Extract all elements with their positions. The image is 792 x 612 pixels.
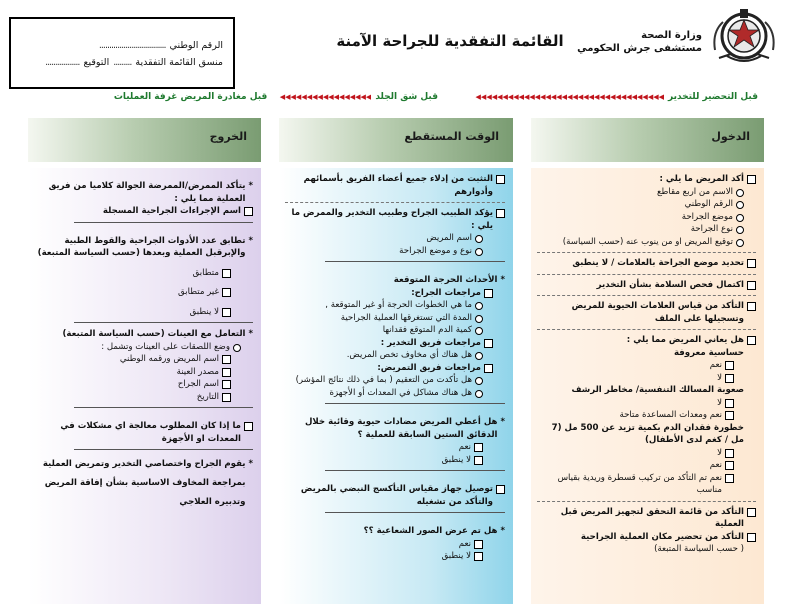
column-header-sign-in: الدخول <box>531 118 764 162</box>
specimen-item: اسم المريض ورقمه الوطني <box>119 354 219 364</box>
site-preparation: التأكد من تحضير مكان العملية الجراحية <box>580 531 744 542</box>
iv-line-check: نعم تم التأكد من تركيب قسطرة وريدية بقياس مناسب <box>557 472 722 495</box>
hashemite-crest-emblem <box>707 6 781 68</box>
blood-loss-no: لا <box>717 447 722 458</box>
specimens-header: التعامل مع العينات (حسب السياسة المتبعة) <box>62 329 246 339</box>
stage-before-incision: قبل شق الجلد <box>375 92 438 102</box>
patient-has-header: هل يعاني المريض مما يلي : <box>626 335 744 345</box>
radio[interactable] <box>736 214 744 222</box>
coordinator-field[interactable]: ......... <box>113 57 132 68</box>
checkbox[interactable] <box>474 456 483 465</box>
counts-header: تطابق عدد الأدوات الجراحية والقوط الطبية والإبرقبل العملية وبعدها (حسب السياسة المتبعة) <box>37 235 246 258</box>
allergy-label: حساسية معروفة <box>673 347 744 358</box>
checkbox[interactable] <box>725 399 734 408</box>
stage-strip <box>10 90 758 104</box>
airway-yes: نعم ومعدات المساعدة متاحة <box>619 410 722 420</box>
preop-checklist: التأكد من قائمة التحقق لتجهيز المريض قبل العملية <box>560 506 744 529</box>
confirm-item: نوع الجراحة <box>690 224 733 234</box>
checkbox[interactable] <box>222 269 231 278</box>
nursing-review: مراجعات فريق التمريض: <box>377 362 481 373</box>
coordinator-label: منسق القائمة التفقدية <box>135 57 223 68</box>
checkbox[interactable] <box>222 380 231 389</box>
surgeon-item: المدة التي تستغرقها العملية الجراحية <box>340 312 472 323</box>
blood-loss-label: خطورة فقدان الدم بكمية تزيد عن 500 مل (7 مل / كغم لدى الأطفال) <box>551 422 744 445</box>
checkbox[interactable] <box>747 336 756 345</box>
column-header-sign-out: الخروج <box>28 118 261 162</box>
checkbox[interactable] <box>747 175 756 184</box>
checkbox[interactable] <box>496 175 505 184</box>
antibiotic-yes: نعم <box>458 442 471 452</box>
radio[interactable] <box>475 377 483 385</box>
anesthesia-item: هل هناك أي مخاوف تخص المريض. <box>346 350 472 360</box>
checkbox[interactable] <box>222 355 231 364</box>
column-header-time-out: الوقت المستقطع <box>279 118 513 162</box>
radio[interactable] <box>736 189 744 197</box>
checkbox[interactable] <box>244 207 253 216</box>
airway-no: لا <box>717 397 722 408</box>
stage-arrows: ◀◀◀◀◀◀◀◀◀◀◀◀◀◀◀◀◀ <box>279 93 372 101</box>
checkbox[interactable] <box>222 308 231 317</box>
allergy-yes: نعم <box>709 360 722 370</box>
radio[interactable] <box>736 226 744 234</box>
hospital-name: مستشفى جرش الحكومي <box>577 43 702 54</box>
patient-id-box <box>9 17 235 89</box>
checkbox[interactable] <box>725 411 734 420</box>
confirm-header: أكد المريض ما يلي : <box>659 174 744 184</box>
checkbox[interactable] <box>474 540 483 549</box>
anesthesia-safety-check: اكتمال فحص السلامة بشأن التخدير <box>596 279 744 290</box>
verbal-confirm-header: يتأكد الممرض/الممرضة الجوالة كلاميا من فريق العملية مما يلي : <box>48 181 246 204</box>
specimen-intro: وضع اللصقات على العينات وتشمل : <box>101 341 230 352</box>
radio[interactable] <box>475 315 483 323</box>
radio[interactable] <box>475 235 483 243</box>
page-title: القائمة التفقدية للجراحة الآمنة <box>336 32 564 50</box>
count-option: متطابق <box>192 267 219 278</box>
critical-events-header: الأحداث الحرجة المتوقعة <box>393 275 498 285</box>
surgeon-item: ما هي الخطوات الحرجة أو غير المتوقعة , <box>325 300 472 310</box>
checkbox[interactable] <box>496 209 505 218</box>
radio[interactable] <box>475 302 483 310</box>
nursing-item: هل هناك مشاكل في المعدات أو الأجهزة <box>329 387 472 398</box>
checkbox[interactable] <box>474 443 483 452</box>
organization-name <box>560 29 702 55</box>
procedure-name-check: اسم الإجراءات الجراحية المسجلة <box>102 206 241 216</box>
checkbox[interactable] <box>484 289 493 298</box>
radio[interactable] <box>475 352 483 360</box>
signature-label: التوقيع <box>83 57 110 68</box>
checkbox[interactable] <box>484 339 493 348</box>
checkbox[interactable] <box>484 364 493 373</box>
national-id-label: الرقم الوطني <box>169 40 223 51</box>
checkbox[interactable] <box>725 374 734 383</box>
stage-before-leaving: قبل مغادرة المريض غرفة العمليات <box>113 92 268 102</box>
per-policy-note: ( حسب السياسة المتبعة) <box>654 544 744 554</box>
checkbox[interactable] <box>747 259 756 268</box>
surgeon-item: كمية الدم المتوقع فقدانها <box>382 325 472 335</box>
confirm-item: الرقم الوطني <box>684 199 733 209</box>
radio[interactable] <box>475 327 483 335</box>
checkbox[interactable] <box>747 533 756 542</box>
radio[interactable] <box>233 344 241 352</box>
pulse-oximeter-check: توصيل جهاز مقياس التأكسج النبضي بالمريض والتأكد من تشغيله <box>300 484 493 507</box>
specimen-item: التاريخ <box>196 391 219 402</box>
stage-arrows: ◀◀◀◀◀◀◀◀◀◀◀◀◀◀◀◀◀◀◀◀◀◀◀◀◀◀◀◀◀◀◀◀◀◀◀ <box>475 93 664 101</box>
checkbox[interactable] <box>747 302 756 311</box>
checkbox[interactable] <box>244 422 253 431</box>
antibiotic-question: هل أعطي المريض مضادات حيوية وقائية خلال الدقائق الستين السابقة للعملية ؟ <box>304 417 498 440</box>
signature-field[interactable]: ................. <box>45 57 80 68</box>
airway-risk-label: صعوبة المسالك التنفسية/ مخاطر الرشف <box>571 385 744 395</box>
checkbox[interactable] <box>725 461 734 470</box>
sign-out-column: * يتأكد الممرض/الممرضة الجوالة كلاميا من فريق العملية مما يلي : اسم الإجراءات الجراحية المسجلة * تطابق عدد الأدوات الجراحية والقوط الطبية والإبرقبل العملية وبعدها (حسب السياسة المتبعة) متطابق غير متطابق لا ينطبق * التعامل مع العينات (حسب السياسة المتبعة) وضع اللصقات على العينات وتشمل : اسم المريض ورقمه الوطني مصدر العينة اسم الجراح التاريخ ما إذا كان المطلوب معالجة اي مشكلات في المعدات او الأجهزة * يقوم الجراح واختصاصي التخدير وتمريض العملية بمراجعة المخاوف الاساسية بشأن إفاقة المريض وتدبيره العلاجي <box>28 168 261 604</box>
specimen-item: مصدر العينة <box>176 366 219 377</box>
checkbox[interactable] <box>725 361 734 370</box>
checkbox[interactable] <box>747 281 756 290</box>
checkbox[interactable] <box>222 393 231 402</box>
team-introduction: التثبت من إدلاء جميع أعضاء الفريق بأسمائهم وأدوارهم <box>303 174 493 197</box>
confirm-patient-name: اسم المريض <box>426 233 472 243</box>
confirm-item: الاسم من اربع مقاطع <box>656 186 733 197</box>
checkbox[interactable] <box>725 449 734 458</box>
radio[interactable] <box>475 248 483 256</box>
ministry-name: وزارة الصحة <box>641 30 702 41</box>
count-option: لا ينطبق <box>189 306 219 317</box>
recovery-review: يقوم الجراح واختصاصي التخدير وتمريض العملية بمراجعة المخاوف الاساسية بشأن إفاقة المريض وتدبيره العلاجي <box>42 459 246 507</box>
confirm-item: توقيع المريض او من ينوب عنه (حسب السياسة) <box>562 236 733 247</box>
checkbox[interactable] <box>496 485 505 494</box>
imaging-yes: نعم <box>458 538 471 549</box>
allergy-no: لا <box>717 372 722 383</box>
surgeon-review: مراجعات الجراح: <box>411 287 481 298</box>
radio[interactable] <box>475 390 483 398</box>
imaging-question: هل تم عرض الصور الشعاعية ؟؟ <box>363 526 498 536</box>
confirm-item: موضع الجراحة <box>681 211 733 222</box>
confirm-type-site: نوع و موضع الجراحة <box>399 245 472 256</box>
checkbox[interactable] <box>474 552 483 561</box>
anesthesia-review: مراجعات فريق التخدير : <box>380 337 481 348</box>
checkbox[interactable] <box>747 508 756 517</box>
checkbox[interactable] <box>222 368 231 377</box>
imaging-na: لا ينطبق <box>441 551 471 561</box>
national-id-field[interactable]: ................................. <box>98 40 166 51</box>
stage-before-anesthesia: قبل التحضير للتخدير <box>667 92 758 102</box>
equipment-issues: ما إذا كان المطلوب معالجة اي مشكلات في المعدات او الأجهزة <box>60 421 241 444</box>
radio[interactable] <box>736 201 744 209</box>
vital-signs-check: التأكد من قياس العلامات الحيوية للمريض وتسجيلها على الملف <box>571 301 744 324</box>
site-marked: تحديد موضع الجراحة بالعلامات / لا ينطبق <box>572 258 744 268</box>
time-out-column: التثبت من إدلاء جميع أعضاء الفريق بأسمائهم وأدوارهم يؤكد الطبيب الجراح وطبيب التخدير والممرض ما يلي : اسم المريض نوع و موضع الجراحة * الأحداث الحرجة المتوقعة مراجعات الجراح: ما هي الخطوات الحرجة أو غير المتوقعة , المدة التي تستغرقها العملية الجراحية كمية الدم المتوقع فقدانها مراجعات فريق التخدير : هل هناك أي مخاوف تخص المريض. مراجعات فريق التمريض: هل تأكدت من التعقيم ( بما في ذلك نتائج المؤشر) هل هناك مشاكل في المعدات أو الأجهزة * هل أعطي المريض مضادات حيوية وقائية خلال الدقائق الستين السابقة للعملية ؟ نعم لا ينطبق توصيل جهاز مقياس التأكسج النبضي بالمريض والتأكد من تشغيله * هل تم عرض الصور الشعاعية ؟؟ نعم لا ينطبق <box>279 168 513 604</box>
blood-loss-yes: نعم <box>709 460 722 470</box>
count-option: غير متطابق <box>178 287 219 297</box>
specimen-item: اسم الجراح <box>177 379 219 389</box>
checkbox[interactable] <box>725 474 734 483</box>
nursing-item: هل تأكدت من التعقيم ( بما في ذلك نتائج المؤشر) <box>295 375 472 385</box>
antibiotic-na: لا ينطبق <box>441 454 471 465</box>
sign-in-column <box>531 168 764 604</box>
radio[interactable] <box>736 239 744 247</box>
checkbox[interactable] <box>222 288 231 297</box>
team-confirm-header: يؤكد الطبيب الجراح وطبيب التخدير والممرض ما يلي : <box>291 208 493 231</box>
